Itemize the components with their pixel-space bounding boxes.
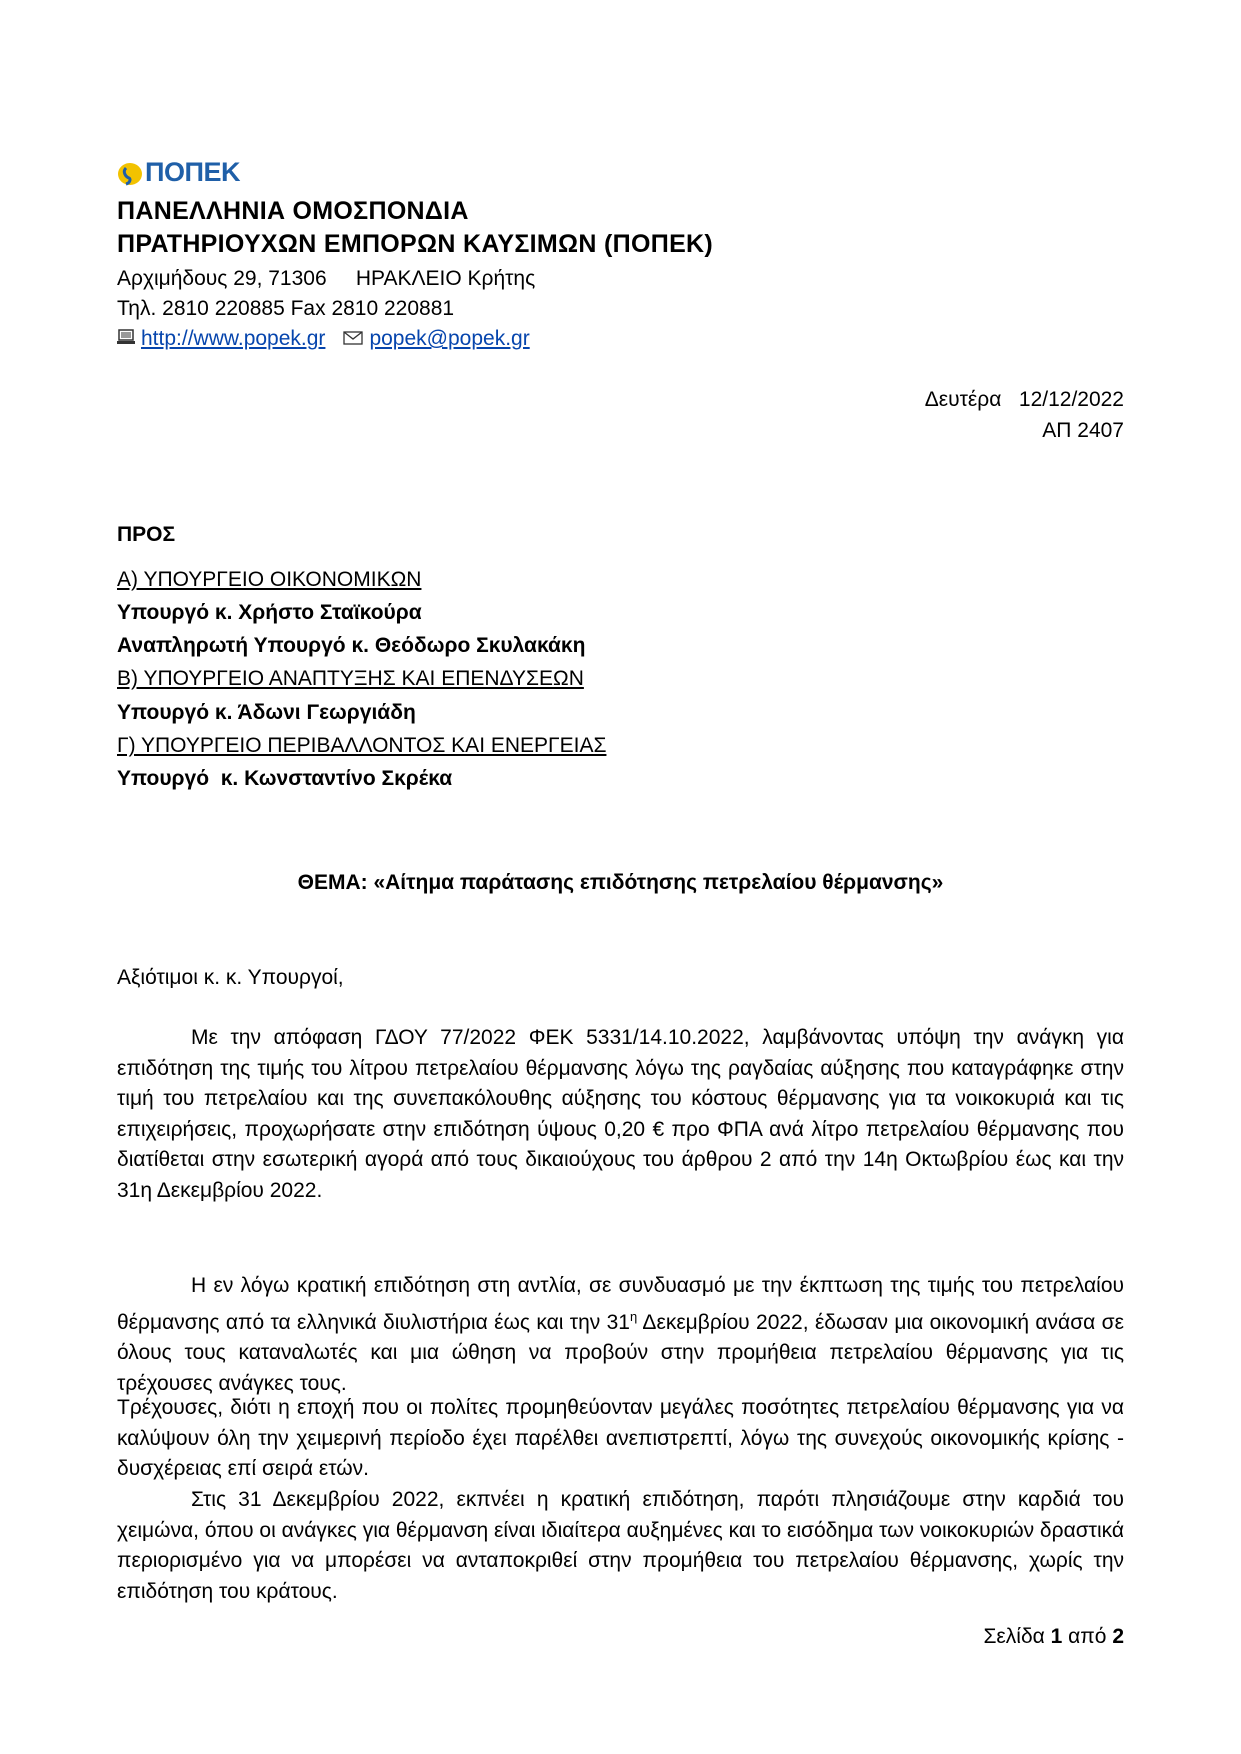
page-footer [983,1625,1124,1649]
greeting: Αξιότιμοι κ. κ. Υπουργοί, [117,966,344,989]
body-paragraph-2-text-b: Δεκεμβρίου 2022, έδωσαν μια οικονομική ανάσα σε όλους τους καταναλωτές και μια ώθηση να προβούν στην προμήθεια πετρελαίου θέρμανσης για τις τρέχουσες ανάγκες τους. [117,1310,1124,1395]
recipient-ministry-c: Γ) ΥΠΟΥΡΓΕΙΟ ΠΕΡΙΒΑΛΛΟΝΤΟΣ ΚΑΙ ΕΝΕΡΓΕΙΑΣ [117,734,607,757]
recipient-person-c: Υπουργό κ. Κωνσταντίνο Σκρέκα [117,767,453,790]
org-address: Αρχιμήδους 29, 71306 ΗΡΑΚΛΕΙΟ Κρήτης [117,267,536,290]
org-contacts [117,327,530,351]
org-phone: Τηλ. 2810 220885 Fax 2810 220881 [117,297,455,320]
page-of-label: από [1068,1625,1107,1648]
email-link[interactable]: popek@popek.gr [369,327,530,350]
body-paragraph-3: Τρέχουσες, διότι η εποχή που οι πολίτες προμηθεύονταν μεγάλες ποσότητες πετρελαίου θέρμανσης για να καλύψουν όλη την χειμερινή περίοδο έχει παρέλθει ανεπιστρεπτί, λόγω της συνεχούς οικονομικής κρίσης - δυσχέρειας επί σειρά ετών. [117,1396,1124,1481]
org-name-line1: ΠΑΝΕΛΛΗΝΙΑ ΟΜΟΣΠΟΝΔΙΑ [117,197,469,225]
logo-text: ΠΟΠΕΚ [145,156,241,187]
page-current: 1 [1050,1625,1063,1648]
letter-ref-number: ΑΠ 2407 [1042,419,1124,442]
body-paragraph-2 [117,1271,1124,1399]
recipient-ministry-b: Β) ΥΠΟΥΡΓΕΙΟ ΑΝΑΠΤΥΞΗΣ ΚΑΙ ΕΠΕΝΔΥΣΕΩΝ [117,667,584,690]
popek-logo [117,155,240,189]
recipient-ministry-a: Α) ΥΠΟΥΡΓΕΙΟ ΟΙΚΟΝΟΜΙΚΩΝ [117,568,422,591]
logo-mark-icon [117,159,143,185]
website-link[interactable]: http://www.popek.gr [141,327,326,350]
recipient-person-a1: Υπουργό κ. Χρήστο Σταϊκούρα [117,601,422,624]
recipient-person-b: Υπουργό κ. Άδωνι Γεωργιάδη [117,701,416,724]
page-label: Σελίδα [983,1625,1045,1648]
to-label: ΠΡΟΣ [117,523,176,546]
body-paragraph-4: Στις 31 Δεκεμβρίου 2022, εκπνέει η κρατική επιδότηση, παρότι πλησιάζουμε στην καρδιά του χειμώνα, όπου οι ανάγκες για θέρμανση είναι ιδιαίτερα αυξημένες και το εισόδημα των νοικοκυριών δραστικά περιορισμένο για να μπορέσει να ανταποκριθεί στην προμήθεια του πετρελαίου θέρμανσης, χωρίς την επιδότηση του κράτους. [117,1488,1125,1603]
letter-subject: ΘΕΜΑ: «Αίτημα παράτασης επιδότησης πετρελαίου θέρμανσης» [297,871,944,894]
org-name-line2: ΠΡΑΤΗΡΙΟΥΧΩΝ ΕΜΠΟΡΩΝ ΚΑΥΣΙΜΩΝ (ΠΟΠΕΚ) [117,230,714,258]
body-paragraph-2-text-a: Η εν λόγω κρατική επιδότηση στη αντλία, σε συνδυασμό με την έκπτωση της τιμής του πετρελαίου θέρμανσης από τα ελληνικά διυλιστήρια έως και την 31 [117,1274,1124,1334]
envelope-icon [343,327,363,351]
recipient-person-a2: Αναπληρωτή Υπουργό κ. Θεόδωρο Σκυλακάκη [117,634,586,657]
page-total: 2 [1112,1625,1124,1648]
body-paragraph-1: Με την απόφαση ΓΔΟΥ 77/2022 ΦΕΚ 5331/14.10.2022, λαμβάνοντας υπόψη την ανάγκη για επιδότηση της τιμής του λίτρου πετρελαίου θέρμανσης λόγω της ραγδαίας αύξησης που καταγράφηκε στην τιμή του πετρελαίου και της συνεπακόλουθης αύξησης του κόστους θέρμανσης για τα νοικοκυριά και τις επιχειρήσεις, προχωρήσατε στην επιδότηση ύψους 0,20 € προ ΦΠΑ ανά λίτρο πετρελαίου θέρμανσης που διατίθεται στην εσωτερική αγορά από τους δικαιούχους του άρθρου 2 από την 14η Οκτωβρίου έως και την 31η Δεκεμβρίου 2022. [117,1026,1124,1202]
ordinal-suffix: η [629,1308,638,1324]
computer-icon [117,327,135,351]
letter-date: Δευτέρα 12/12/2022 [924,388,1124,411]
